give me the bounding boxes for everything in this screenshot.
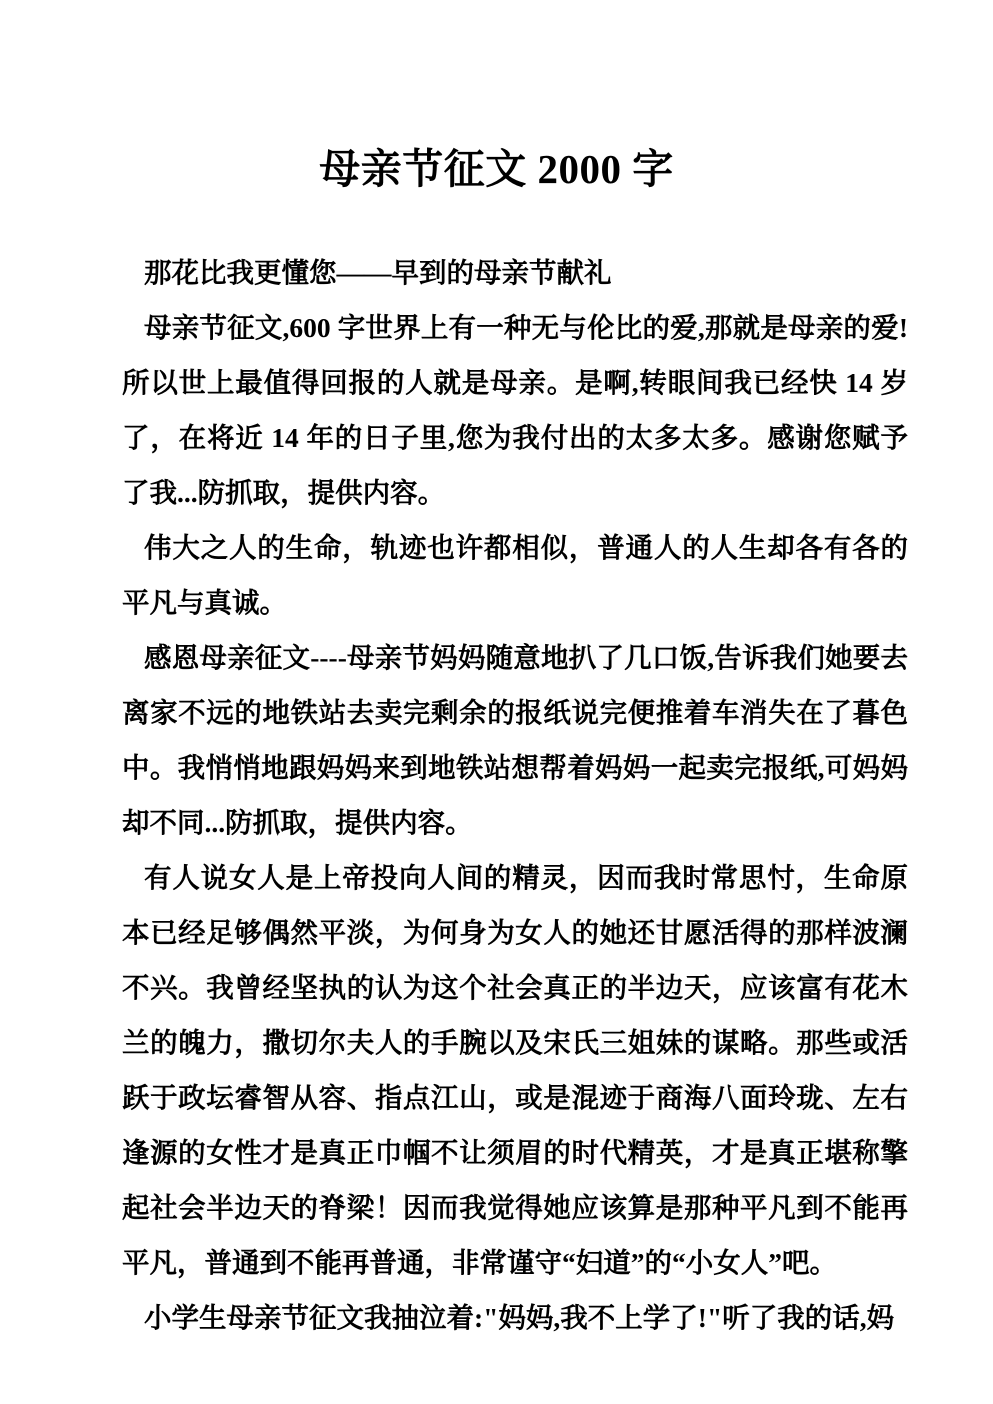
paragraph-5: 有人说女人是上帝投向人间的精灵，因而我时常思忖，生命原本已经足够偶然平淡，为何身为女人的她还甘愿活得的那样波澜不兴。我曾经坚执的认为这个社会真正的半边天，应该富有花木兰的魄力，撒切尔夫人的手腕以及宋氏三姐妹的谋略。那些或活跃于政坛睿智从容、指点江山，或是混迹于商海八面玲珑、左右逢源的女性才是真正巾帼不让须眉的时代精英，才是真正堪称擎起社会半边天的脊梁！因而我觉得她应该算是那种平凡到不能再平凡，普通到不能再普通，非常谨守“妇道”的“小女人”吧。 <box>122 862 908 1278</box>
page-title: 母亲节征文 2000 字 <box>319 146 674 193</box>
paragraph-3: 伟大之人的生命，轨迹也许都相似，普通人的人生却各有各的平凡与真诚。 <box>122 532 908 618</box>
document-body <box>122 245 908 1345</box>
paragraph-6: 小学生母亲节征文我抽泣着:"妈妈,我不上学了!"听了我的话,妈 <box>144 1302 895 1333</box>
paragraph-1: 那花比我更懂您——早到的母亲节献礼 <box>144 257 612 288</box>
paragraph-4: 感恩母亲征文----母亲节妈妈随意地扒了几口饭,告诉我们她要去离家不远的地铁站去卖完剩余的报纸说完便推着车消失在了暮色中。我悄悄地跟妈妈来到地铁站想帮着妈妈一起卖完报纸,可妈妈却不同...防抓取，提供内容。 <box>122 642 908 838</box>
paragraph-2: 母亲节征文,600 字世界上有一种无与伦比的爱,那就是母亲的爱!所以世上最值得回报的人就是母亲。是啊,转眼间我已经快 14 岁了，在将近 14 年的日子里,您为我付出的太多太多。感谢您赋予了我...防抓取，提供内容。 <box>122 312 908 508</box>
